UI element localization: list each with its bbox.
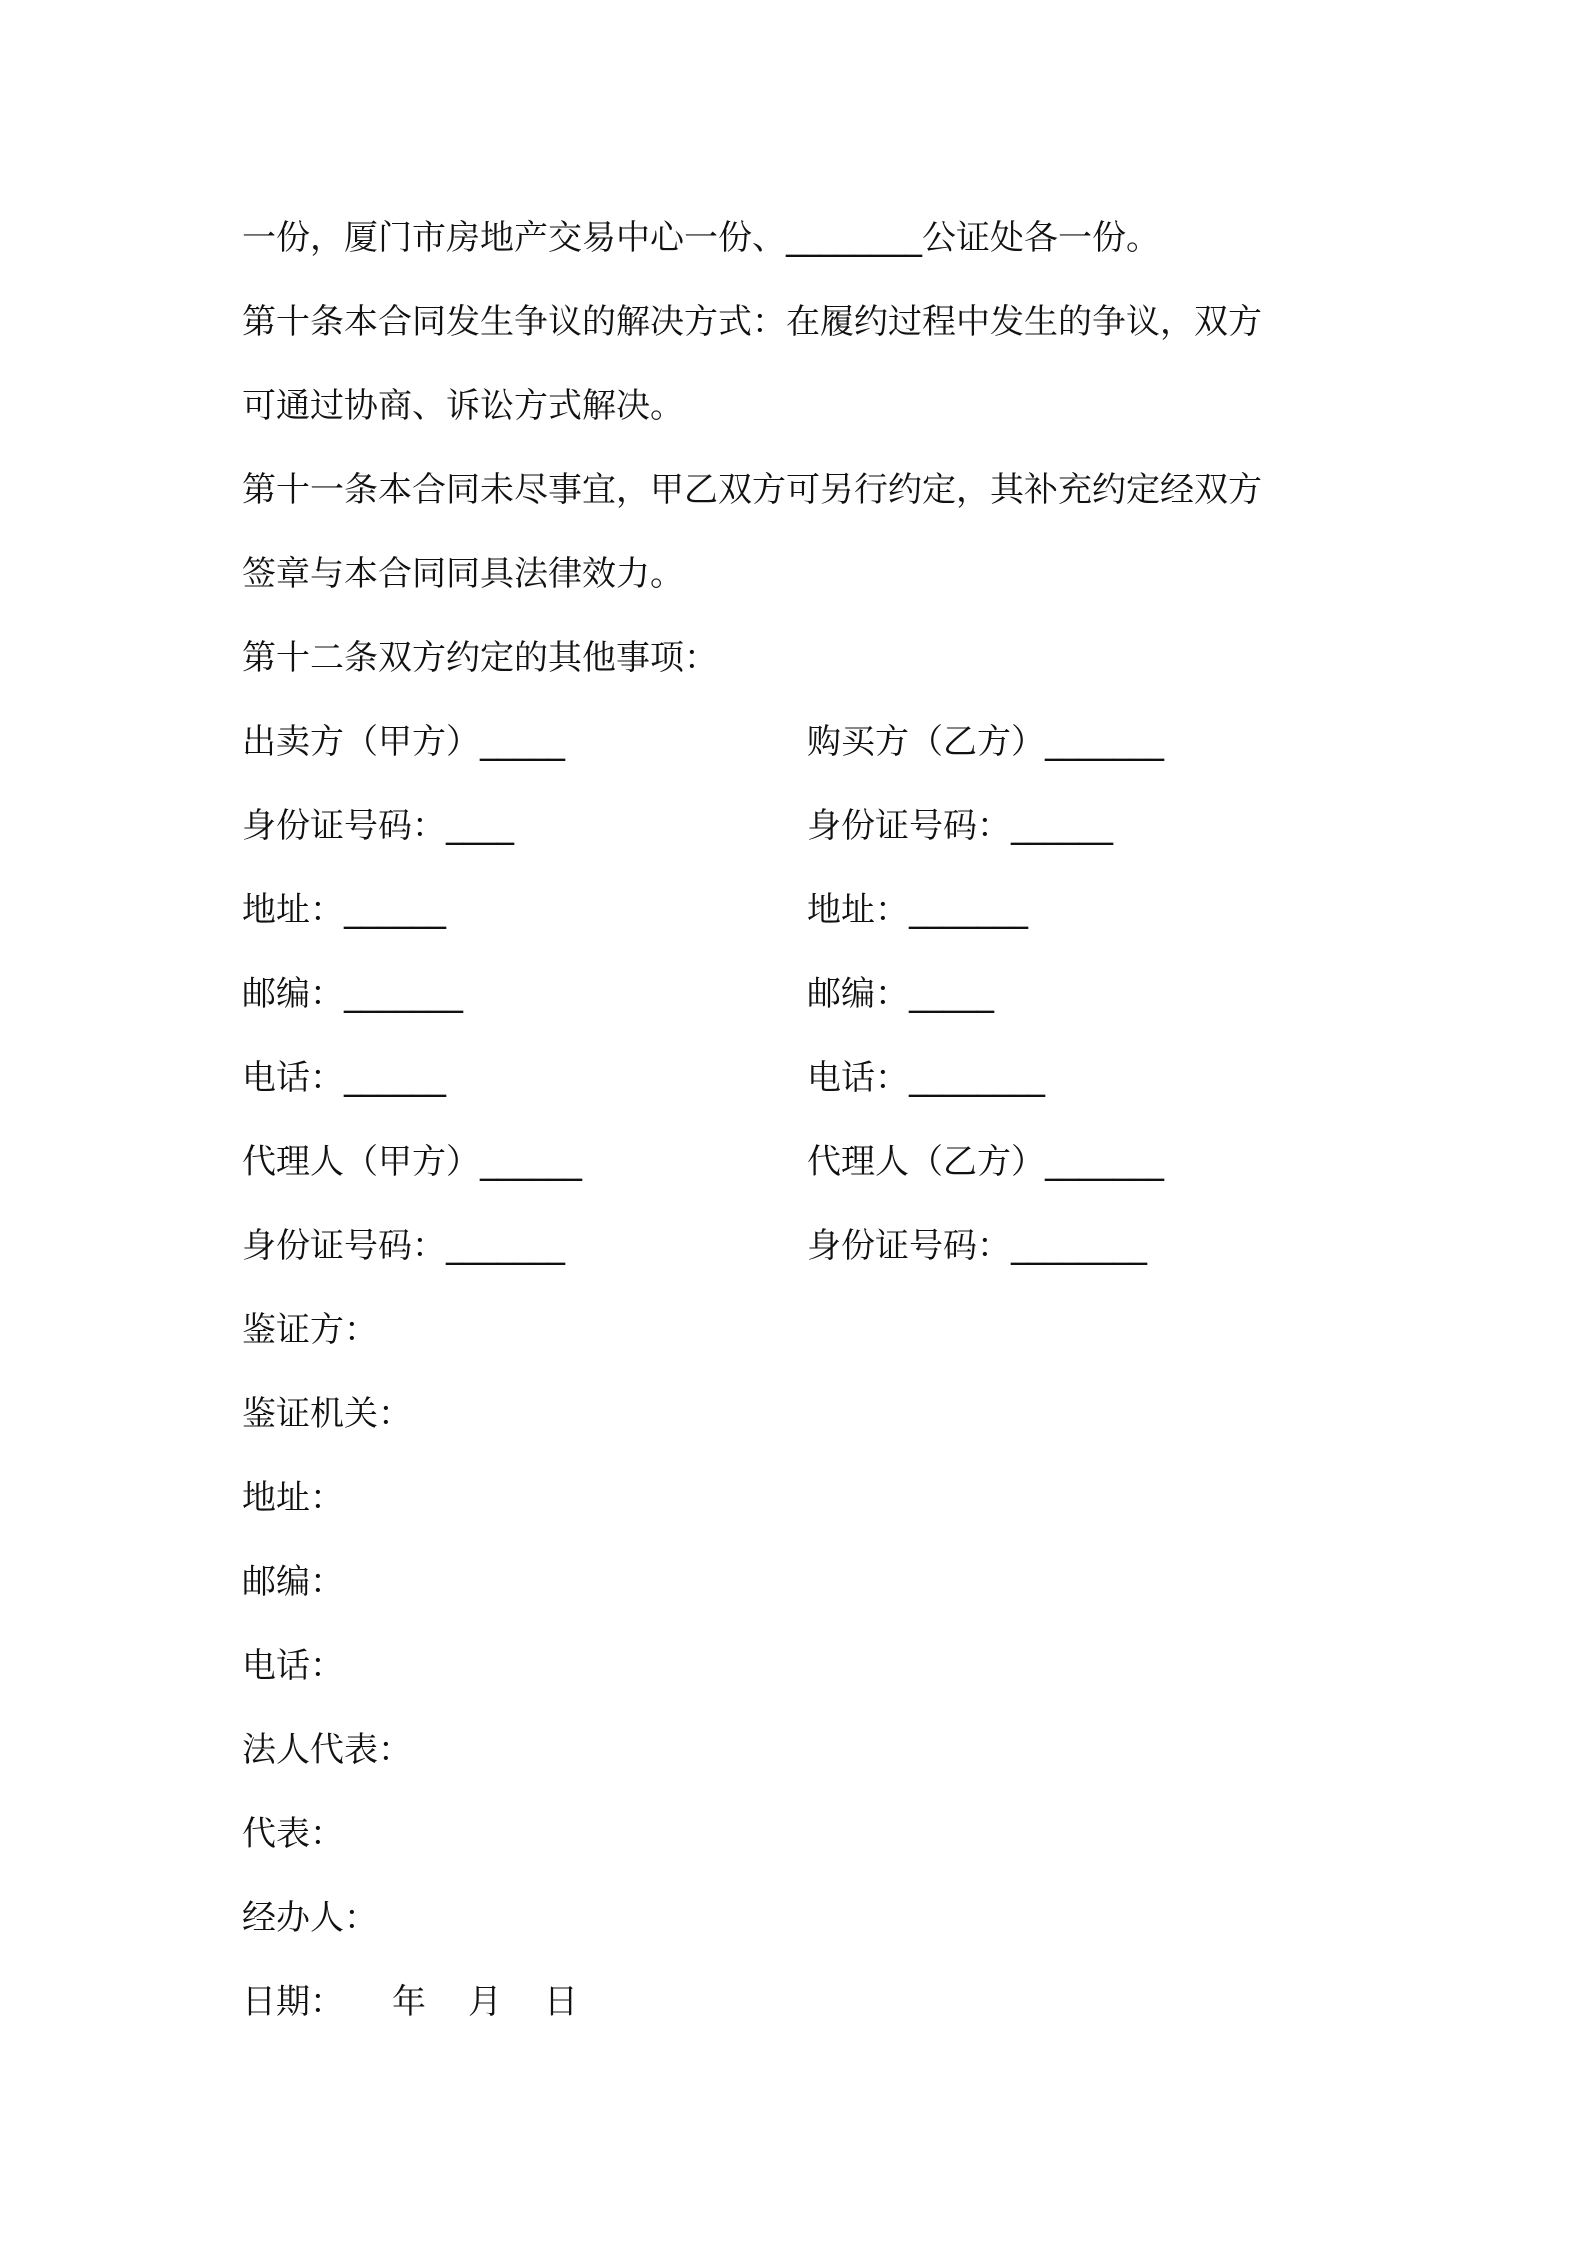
party-row-id: [242, 784, 1362, 868]
seller-postcode-field: 邮编：_______: [242, 974, 463, 1014]
date-day: 日: [544, 1982, 578, 2022]
party-row-name: [242, 700, 1362, 784]
clause-11-line-1: 第十一条本合同未尽事宜，甲乙双方可另行约定，其补充约定经双方: [242, 470, 1262, 510]
seller-id-field: 身份证号码：____: [242, 806, 514, 846]
representative-label: 代表：: [242, 1814, 344, 1854]
seller-agent-id-field: 身份证号码：_______: [242, 1226, 565, 1266]
authentication-postcode-label: 邮编：: [242, 1562, 344, 1602]
date-month: 月: [468, 1982, 502, 2022]
document-body: [242, 196, 1362, 2044]
clause-10-line-2: 可通过协商、诉讼方式解决。: [242, 386, 684, 426]
date-line: [242, 1960, 1362, 2044]
seller-address-field: 地址：______: [242, 890, 446, 930]
authentication-authority-label: 鉴证机关：: [242, 1394, 412, 1434]
party-row-phone: [242, 1036, 1362, 1120]
date-year: 年: [392, 1982, 426, 2022]
clause-12-heading: 第十二条双方约定的其他事项：: [242, 638, 718, 678]
buyer-name-field: 购买方（乙方）_______: [807, 722, 1164, 762]
clause-11-line-2: 签章与本合同同具法律效力。: [242, 554, 684, 594]
paragraph-copies: 一份，厦门市房地产交易中心一份、________公证处各一份。: [242, 218, 1160, 258]
buyer-id-field: 身份证号码：______: [807, 806, 1113, 846]
buyer-phone-field: 电话：________: [807, 1058, 1045, 1098]
seller-agent-field: 代理人（甲方）______: [242, 1142, 582, 1182]
seller-name-field: 出卖方（甲方）_____: [242, 722, 565, 762]
buyer-postcode-field: 邮编：_____: [807, 974, 994, 1014]
clause-10-line-1: 第十条本合同发生争议的解决方式：在履约过程中发生的争议，双方: [242, 302, 1262, 342]
authentication-address-label: 地址：: [242, 1478, 344, 1518]
authentication-phone-label: 电话：: [242, 1646, 344, 1686]
handler-label: 经办人：: [242, 1898, 378, 1938]
legal-representative-label: 法人代表：: [242, 1730, 412, 1770]
party-row-agent-id: [242, 1204, 1362, 1288]
party-row-postcode: [242, 952, 1362, 1036]
buyer-address-field: 地址：_______: [807, 890, 1028, 930]
date-label: 日期：: [242, 1982, 344, 2022]
buyer-agent-id-field: 身份证号码：________: [807, 1226, 1147, 1266]
party-row-address: [242, 868, 1362, 952]
seller-phone-field: 电话：______: [242, 1058, 446, 1098]
buyer-agent-field: 代理人（乙方）_______: [807, 1142, 1164, 1182]
authenticator-label: 鉴证方：: [242, 1310, 378, 1350]
party-row-agent: [242, 1120, 1362, 1204]
